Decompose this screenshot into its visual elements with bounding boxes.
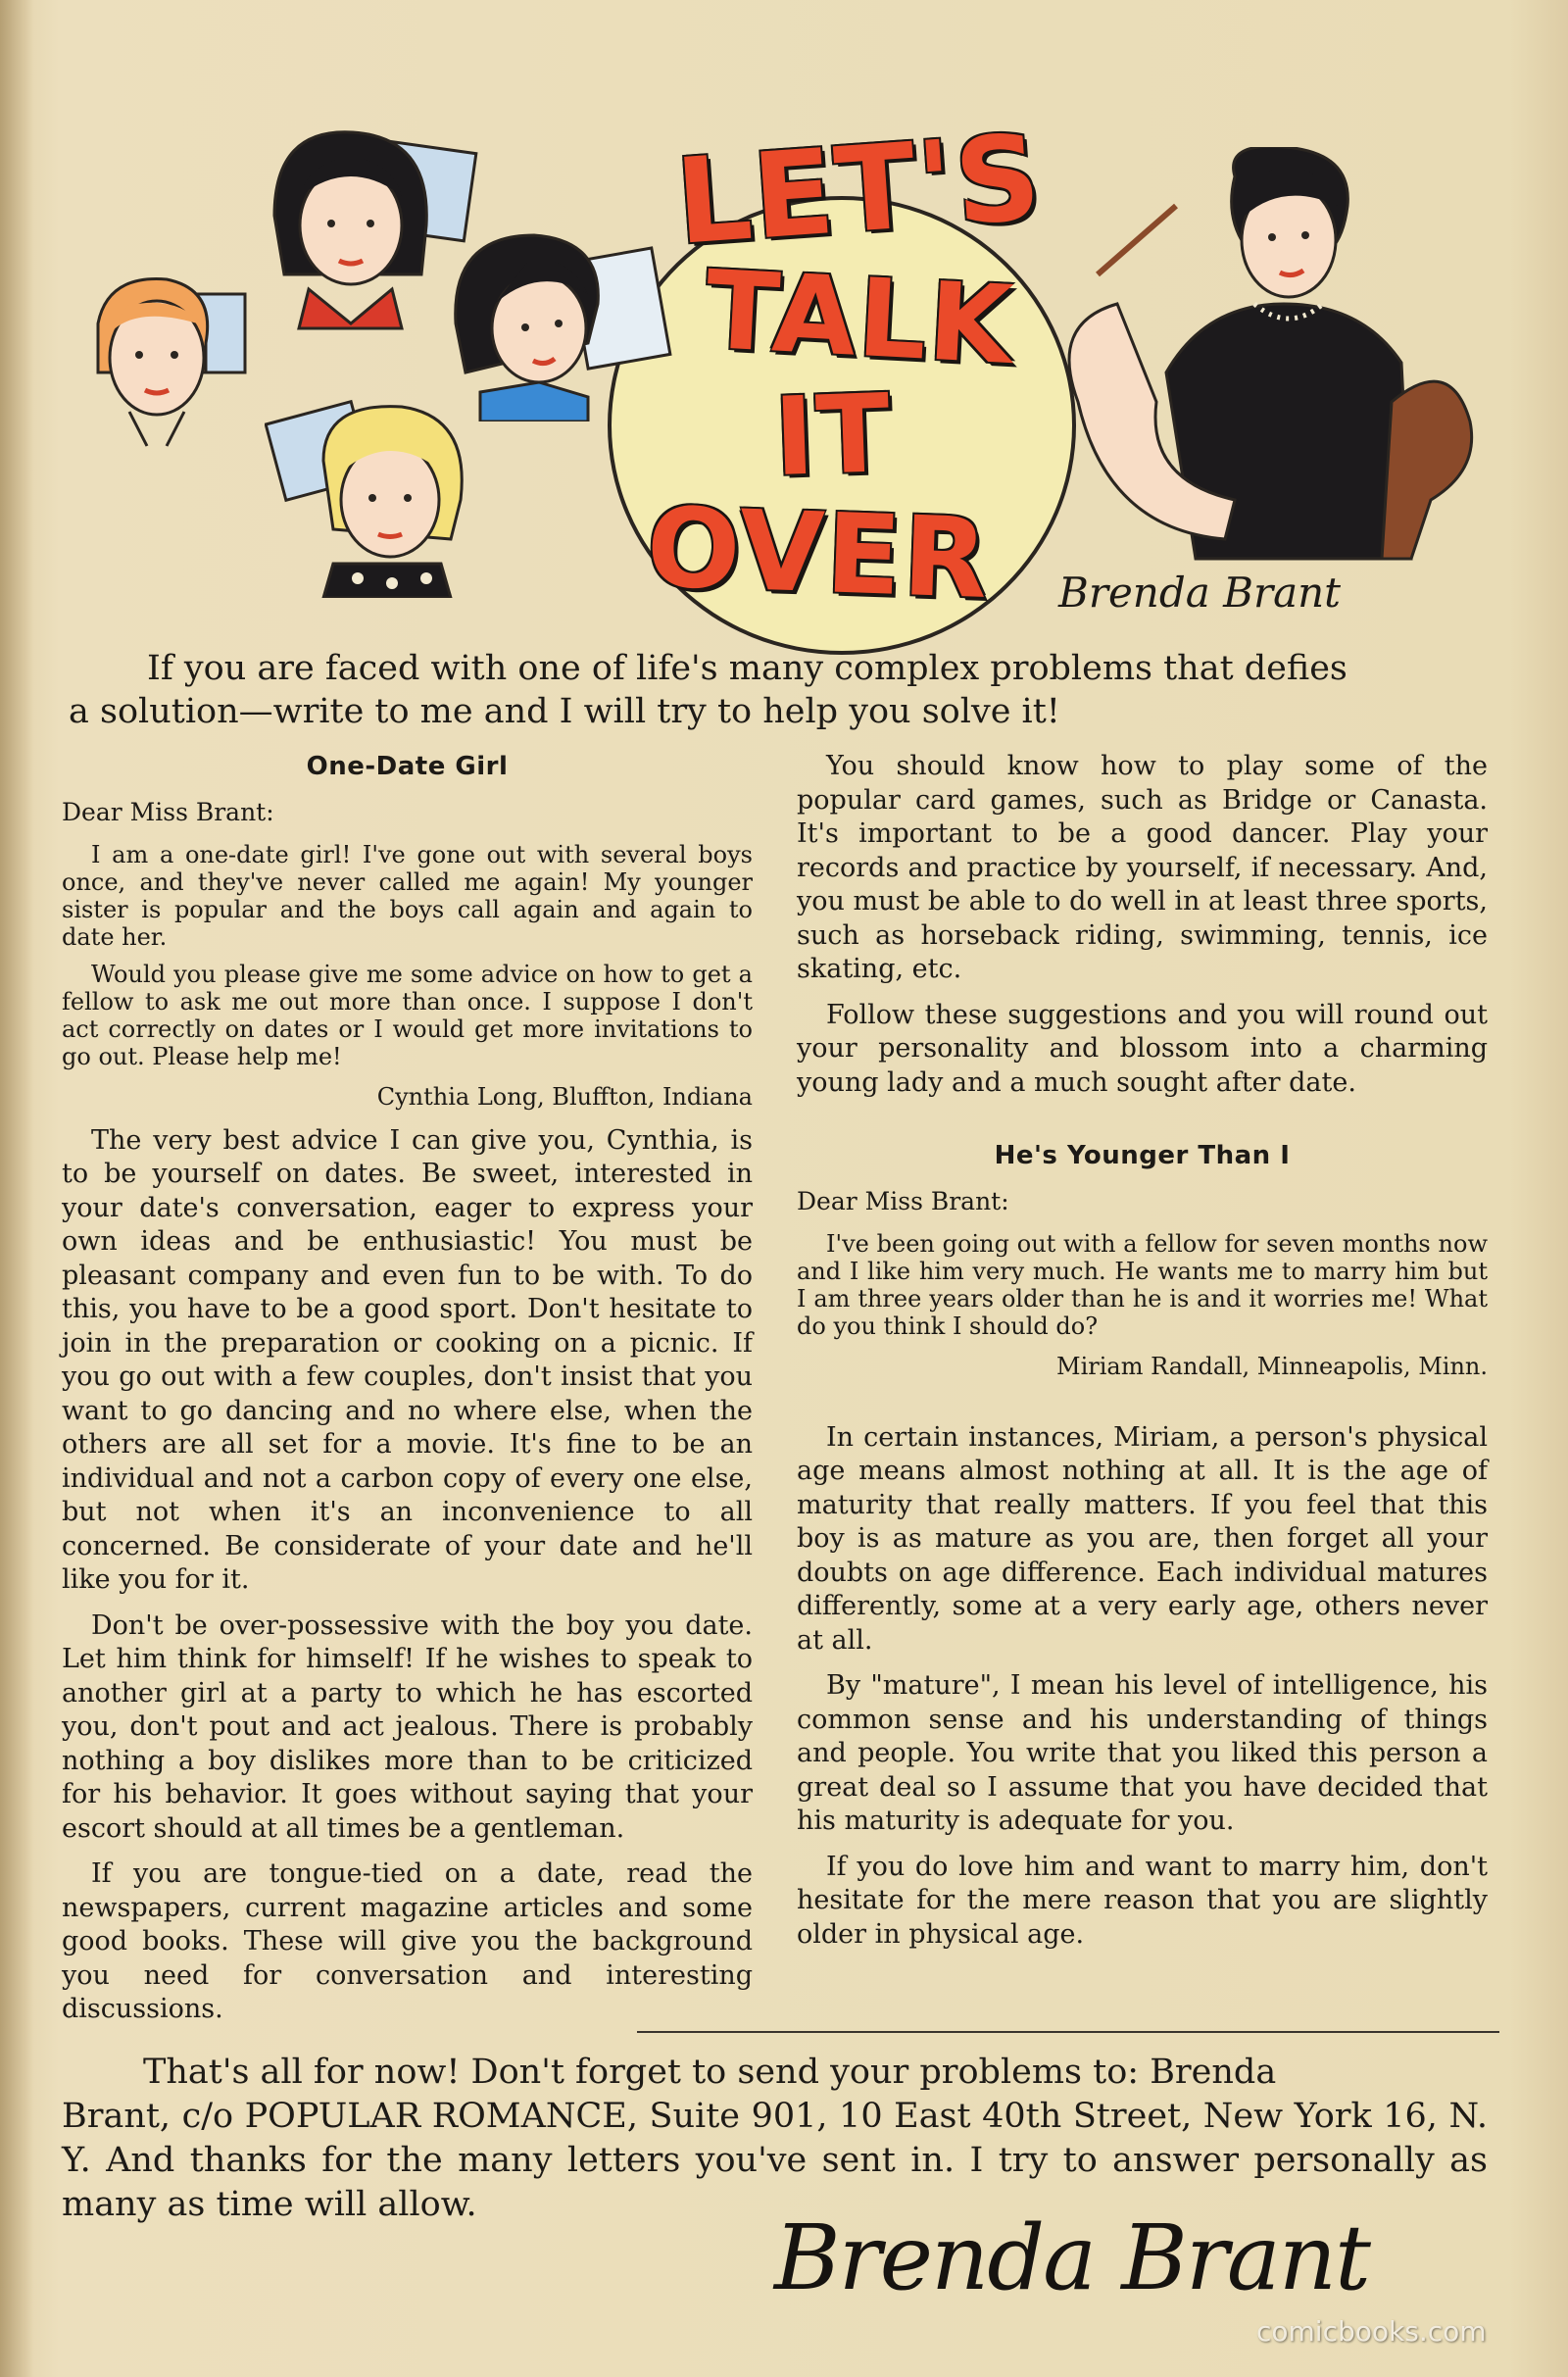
letter-2-salutation: Dear Miss Brant: xyxy=(797,1186,1009,1215)
answer-2-paragraph: By "mature", I mean his level of intelligence, his common sense and his understanding of things and people. You write that you liked this person a great deal so I assume that you have decided that his maturity is adequate for you. xyxy=(797,1670,1488,1836)
letter-1-signature: Cynthia Long, Bluffton, Indiana xyxy=(376,1083,753,1111)
title-lets: LET'S xyxy=(671,110,1047,272)
footer-divider xyxy=(637,2031,1499,2033)
blonde-girl-illustration xyxy=(265,392,490,598)
title-talk: TALK xyxy=(702,246,1018,389)
signature-large: Brenda Brant xyxy=(774,2205,1369,2310)
letter-1-salutation: Dear Miss Brant: xyxy=(62,797,274,826)
page-spine-shadow xyxy=(0,0,33,2377)
letter-2-body xyxy=(797,1230,1488,1340)
letter-1-heading: One-Date Girl xyxy=(306,752,509,781)
intro-line-1: If you are faced with one of life's many complex problems that defies xyxy=(147,649,1348,688)
answer-2-paragraph: If you do love him and want to marry him, don't hesitate for the mere reason that you are slightly older in physical age. xyxy=(797,1851,1488,1950)
letter-2-paragraph: I've been going out with a fellow for seven months now and I like him very much. He wants me to marry him but I am three years older than he is and it worries me! What do you think I should do? xyxy=(797,1230,1488,1340)
outro-rest: Brant, c/o POPULAR ROMANCE, Suite 901, 10 East 40th Street, New York 16, N. Y. And thanks for the many letters you've sent in. I try to answer personally as many as time will allow. xyxy=(62,2097,1488,2224)
intro-text xyxy=(69,647,1490,733)
left-column xyxy=(62,750,753,2039)
answer-1-body xyxy=(62,1124,753,2027)
title-it: IT xyxy=(771,370,895,501)
intro-line-2: a solution—write to me and I will try to help you solve it! xyxy=(69,692,1060,731)
answer-1-paragraph: If you are tongue-tied on a date, read the newspapers, current magazine articles and some good books. These will give you the background you need for conversation and interesting discussions. xyxy=(62,1858,753,2024)
answer-1-continued xyxy=(797,750,1488,1100)
signature-small: Brenda Brant xyxy=(1058,569,1342,617)
watermark: comicbooks.com xyxy=(1256,2315,1487,2348)
answer-1-paragraph: Follow these suggestions and you will round out your personality and blossom into a charming young lady and a much sought after date. xyxy=(797,999,1488,1098)
letter-1-paragraph: I am a one-date girl! I've gone out with several boys once, and they've never called me again! My younger sister is popular and the boys call again and again to date her. xyxy=(62,841,753,951)
redhead-girl-illustration xyxy=(69,265,265,451)
spacer xyxy=(797,1112,1488,1139)
header-illustration xyxy=(59,108,1490,657)
answer-1-paragraph: You should know how to play some of the popular card games, such as Bridge or Canasta. It's important to be a good dancer. Play your records and practice by yourself, if necessary. And, you must be able to do well in at least three sports, such as horseback riding, swimming, tennis, ice skating, etc. xyxy=(797,751,1488,984)
brenda-brant-portrait xyxy=(1039,147,1490,608)
letter-1-body xyxy=(62,841,753,1070)
answer-2-body xyxy=(797,1421,1488,1953)
letter-2-signature: Miriam Randall, Minneapolis, Minn. xyxy=(1056,1353,1488,1380)
pen-icon xyxy=(1098,206,1176,274)
outro-line-1: That's all for now! Don't forget to send your problems to: Brenda xyxy=(143,2053,1277,2092)
answer-1-paragraph: The very best advice I can give you, Cynthia, is to be yourself on dates. Be sweet, interested in your date's conversation, eager to express your own ideas and be enthusiastic! You must be pleasant company and even fun to be with. To do this, you have to be a good sport. Don't hesitate to join in the preparation or cooking on a picnic. If you go out with a few couples, don't insist that you want to go dancing and no where else, when the others are all set for a movie. It's fine to be an individual and not a carbon copy of every one else, but not when it's an inconvenience to all concerned. Be considerate of your date and he'll like you for it. xyxy=(62,1124,753,1595)
outro-text xyxy=(62,2051,1488,2227)
letter-2-heading: He's Younger Than I xyxy=(994,1141,1291,1170)
answer-1-paragraph: Don't be over-possessive with the boy you date. Let him think for himself! If he wishes to speak to another girl at a party to which he has escorted you, don't pout and act jealous. There is probably nothing a boy dislikes more than to be criticized for his behavior. It goes without saying that your escort should at all times be a gentleman. xyxy=(62,1609,753,1844)
right-column xyxy=(797,750,1488,1963)
answer-2-paragraph: In certain instances, Miriam, a person's physical age means almost nothing at all. It is the age of maturity that really matters. If you feel that this boy is as mature as you are, then forget all your doubts on age difference. Each individual matures differently, some at a very early age, others never at all. xyxy=(797,1421,1488,1656)
title-over: OVER xyxy=(644,483,992,624)
spacer xyxy=(797,1394,1488,1421)
letter-1-paragraph: Would you please give me some advice on how to get a fellow to ask me out more than once. I suppose I don't act correctly on dates or I would get more invitations to go out. Please help me! xyxy=(62,961,753,1070)
